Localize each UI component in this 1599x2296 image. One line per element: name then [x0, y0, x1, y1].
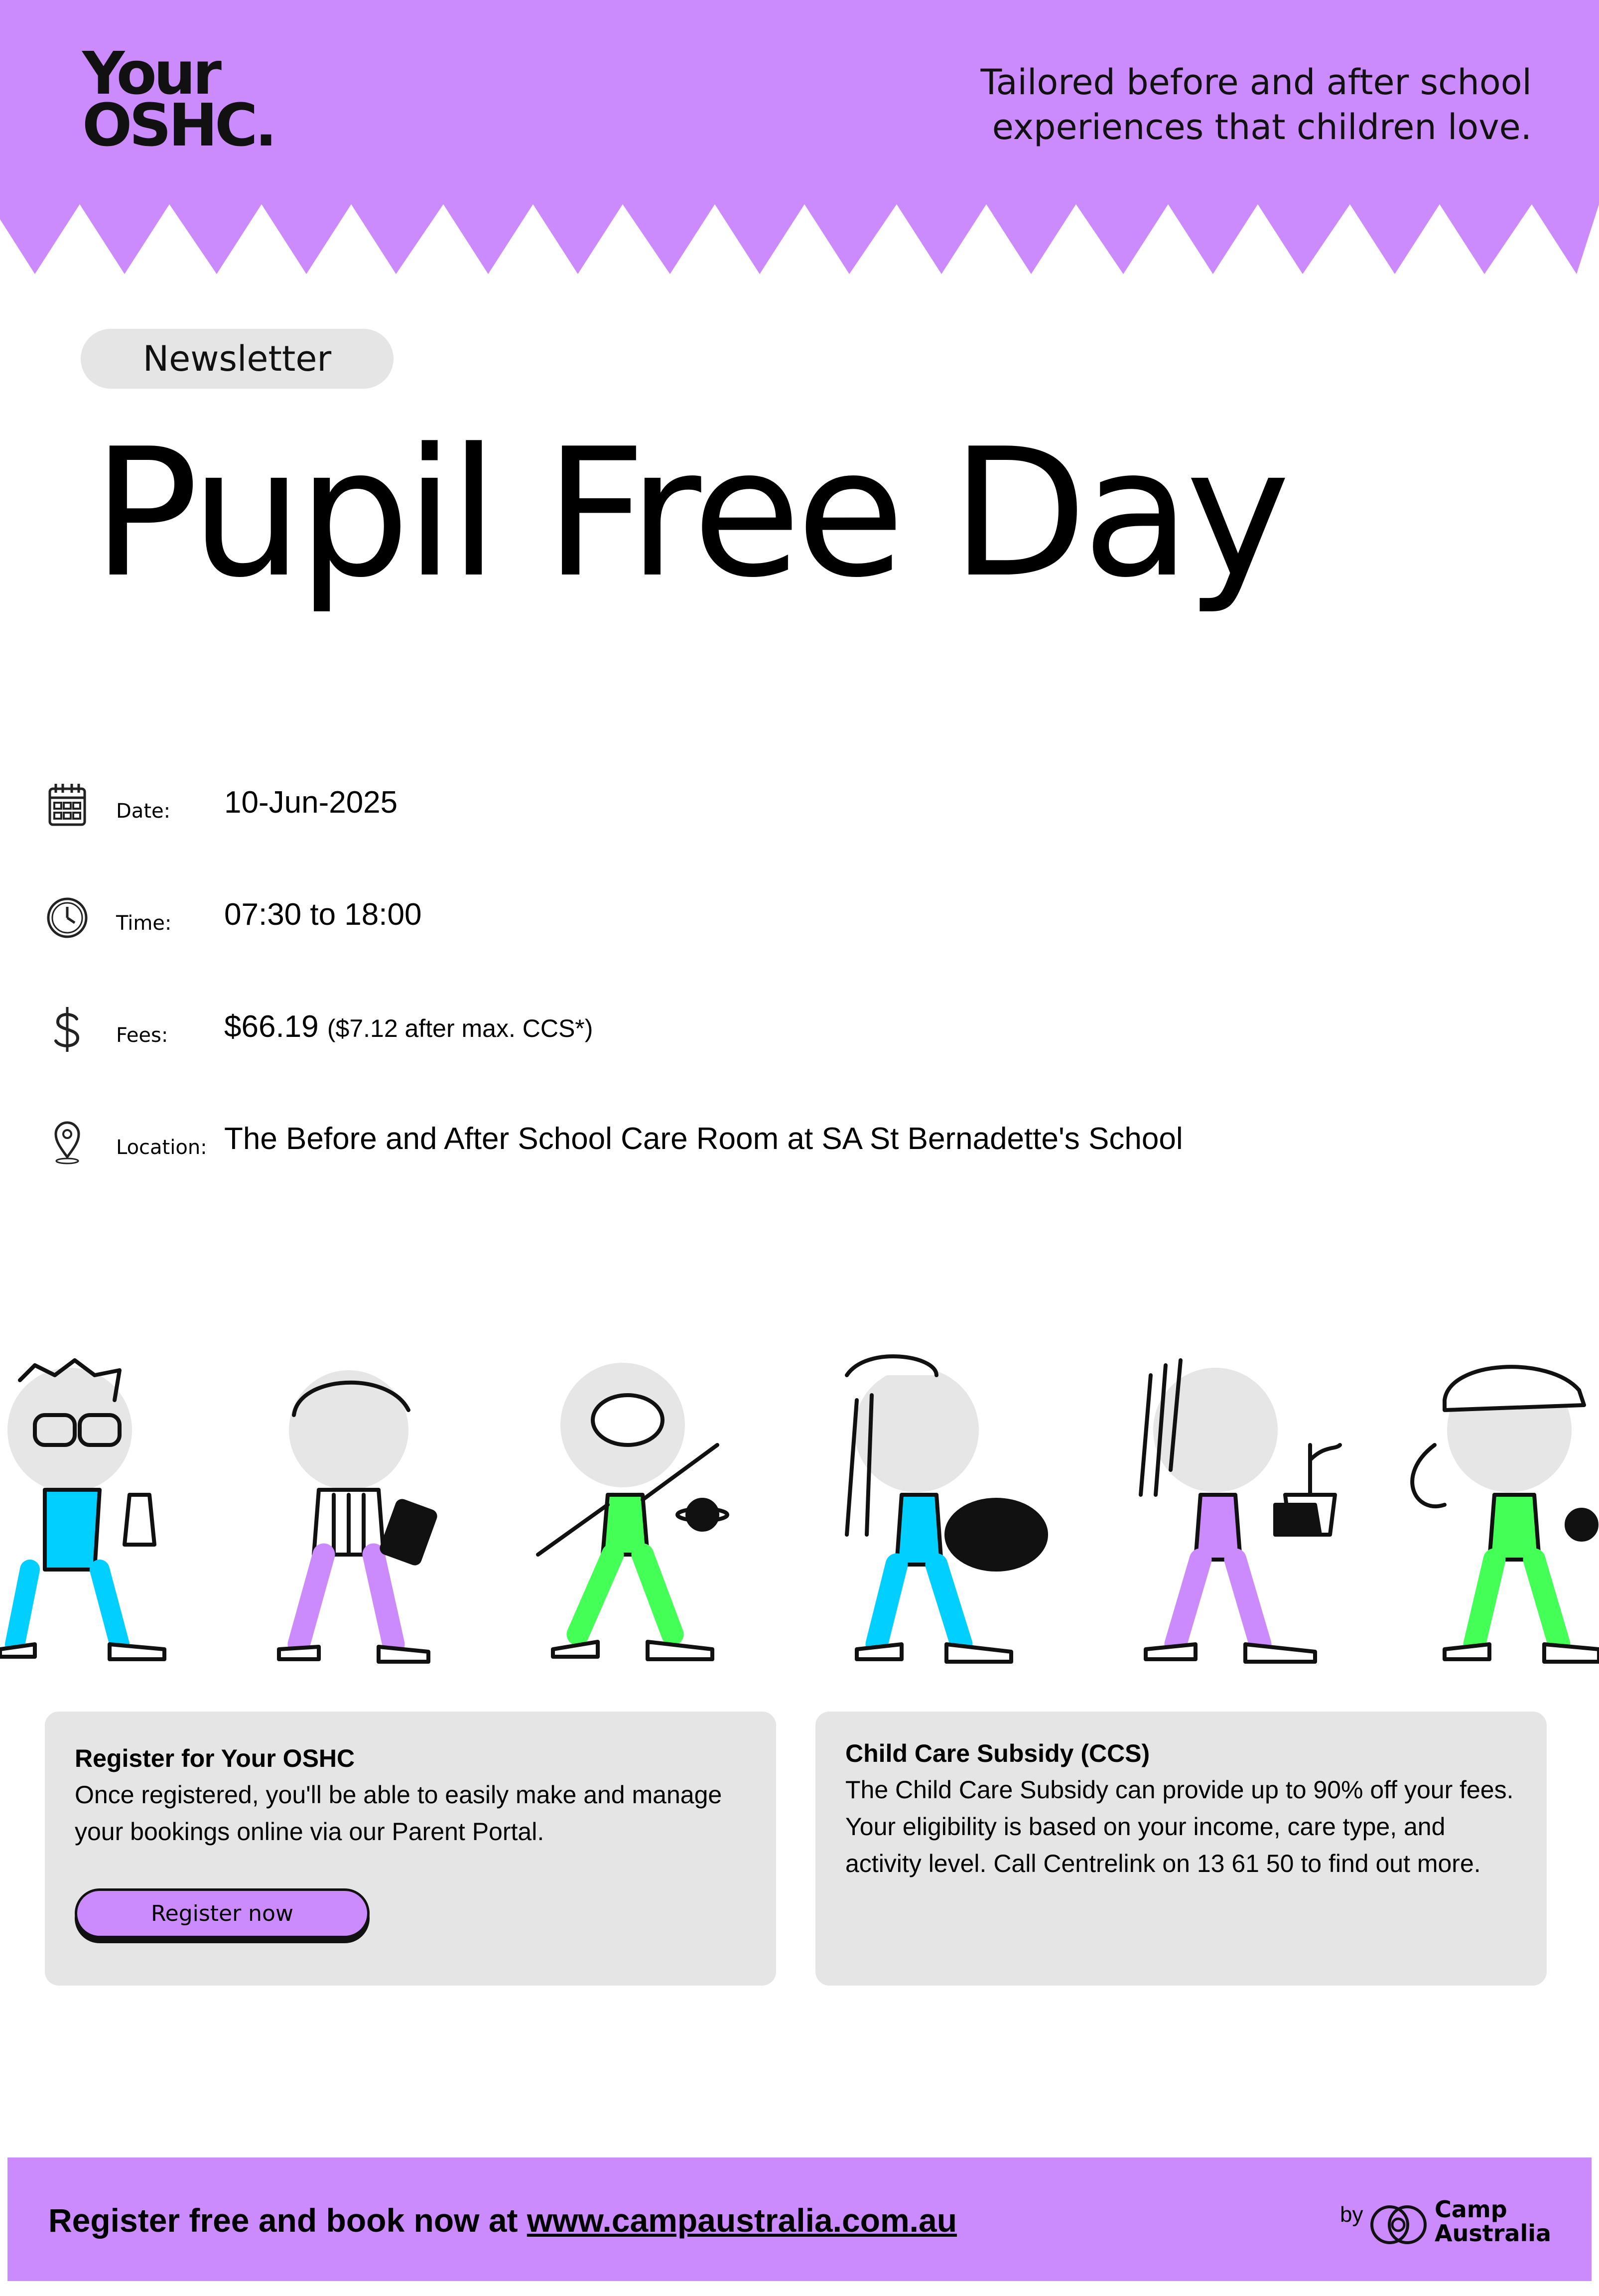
register-card-title: Register for Your OSHC: [75, 1744, 355, 1772]
footer-text: Register free and book now at: [48, 2202, 518, 2239]
location-value: The Before and After School Care Room at SA St Bernadette's School: [224, 1122, 1183, 1156]
header-tagline: Tailored before and after school experiences that children love.: [980, 62, 1532, 147]
ccs-card-title: Child Care Subsidy (CCS): [845, 1739, 1150, 1767]
kid-painter: [847, 1356, 1046, 1662]
footer-bar: [7, 2157, 1592, 2281]
camp-australia-logo-icon: [1367, 2202, 1432, 2247]
ccs-card-body: The Child Care Subsidy can provide up to 90% off your fees. Your eligibility is based on your income, care type, and activity level. Call Centrelink on 13 61 50 to find out more.: [845, 1776, 1514, 1877]
register-now-button[interactable]: Register now: [75, 1888, 370, 1938]
kid-gardener: [1141, 1360, 1340, 1662]
header-banner: [0, 0, 1599, 279]
kid-astronaut: [538, 1363, 727, 1659]
register-card-body: Once registered, you'll be able to easily make and manage your bookings online via our Parent Portal.: [75, 1781, 722, 1846]
fees-amount: $66.19: [224, 1009, 319, 1044]
date-row: [45, 775, 1390, 835]
fees-value: [224, 1009, 593, 1044]
date-value: 10-Jun-2025: [224, 785, 398, 820]
calendar-icon: [45, 780, 90, 830]
brand-name: Camp Australia: [1435, 2196, 1552, 2247]
footer-link[interactable]: www.campaustralia.com.au: [527, 2202, 957, 2239]
kids-illustration: [0, 1345, 1599, 1674]
fees-row: [45, 999, 1390, 1059]
your-oshc-logo: Your OSHC.: [82, 39, 274, 159]
dollar-icon: [45, 1004, 90, 1054]
fees-label: Fees:: [116, 1024, 168, 1047]
location-pin-icon: [45, 1116, 90, 1166]
footer-cta: [48, 2201, 957, 2239]
newsletter-badge: Newsletter: [81, 329, 394, 389]
fees-note: ($7.12 after max. CCS*): [327, 1014, 593, 1042]
time-row: [45, 887, 1390, 947]
ccs-card: [815, 1712, 1547, 1986]
time-value: 07:30 to 18:00: [224, 897, 422, 932]
kid-ballplayer: [1412, 1367, 1599, 1662]
location-label: Location:: [116, 1136, 207, 1159]
clock-icon: [45, 892, 90, 942]
kid-scientist: [0, 1360, 164, 1659]
register-card: [45, 1712, 776, 1986]
page-title: Pupil Free Day: [92, 410, 1286, 616]
kid-writer: [279, 1370, 436, 1662]
date-label: Date:: [116, 800, 171, 823]
time-label: Time:: [116, 912, 172, 935]
brand-by: by: [1340, 2202, 1363, 2227]
location-row: [45, 1111, 1390, 1171]
camp-australia-brand: [1340, 2196, 1552, 2247]
